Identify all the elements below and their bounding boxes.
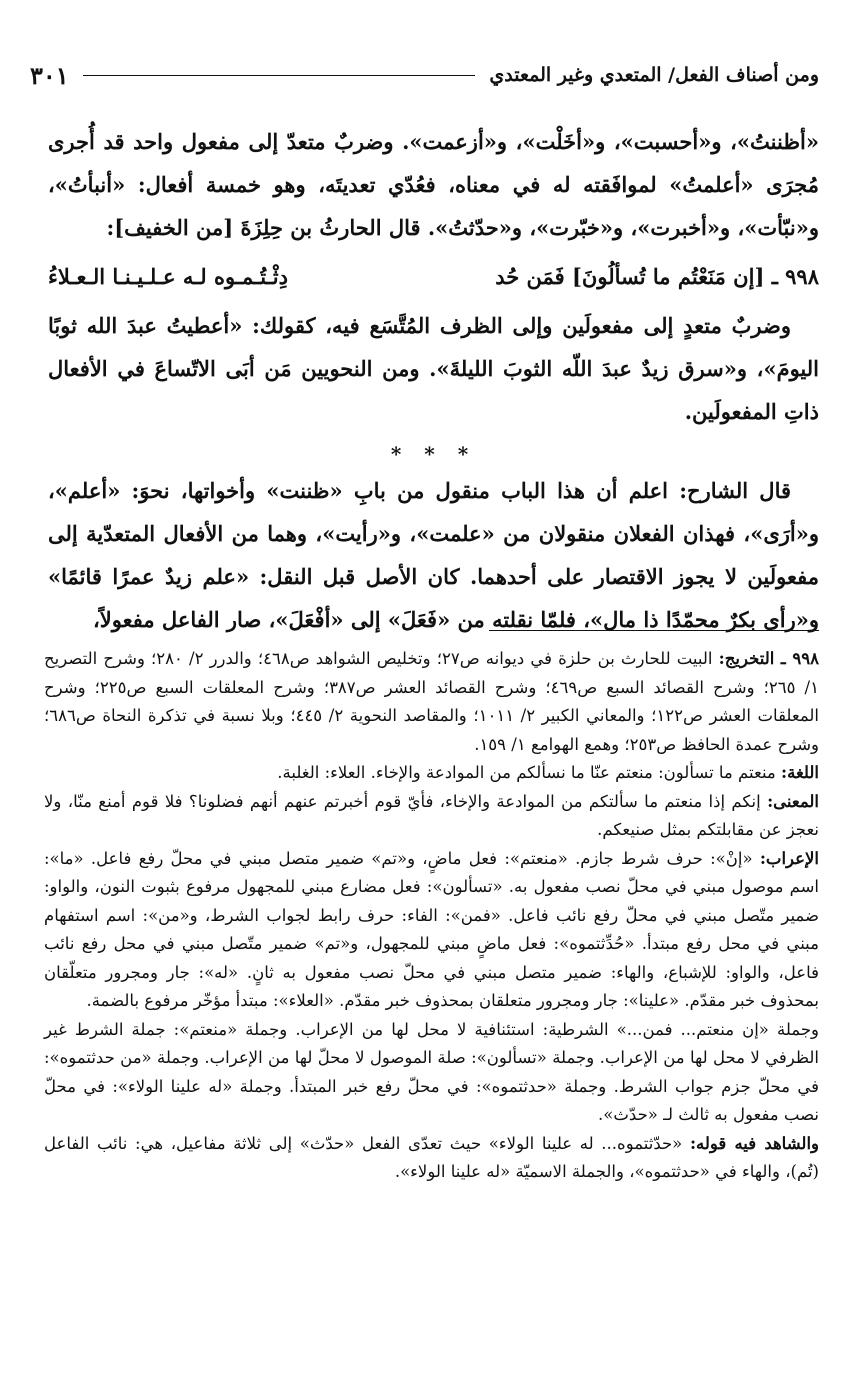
main-text (48, 120, 819, 641)
note-jumal: وجملة «إن منعتم... فمن...» الشرطية: استئنافية لا محل لها من الإعراب. وجملة «منعتم»: جملة الشرط غير الظرفي لا محل لها من الإعراب. وجملة «تسألون»: صلة الموصول لا محلّ لها من الإعراب. وجملة «من حدثتموه»: في محلّ جزم جواب الشرط. وجملة «حدثتموه»: في محلّ رفع خبر المبتدأ. وجملة «له علينا الولاء»: في محلّ نصب مفعول به ثالث لـ «حدّث». (44, 1019, 819, 1124)
section-separator: * * * (390, 442, 477, 466)
note-lugha (44, 759, 819, 788)
note-takhrij (44, 645, 819, 759)
footnotes (44, 645, 819, 1187)
lugha-text: منعتم ما تسألون: منعتم عنّا ما نسألكم من الموادعة والإخاء. العلاء: الغلبة. (277, 763, 776, 782)
shahid-text: «حدّثتموه... له علينا الولاء» حيث تعدّى الفعل «حدّث» إلى ثلاثة مفاعيل، هي: نائب الفاعل (تُم)، والهاء في «حدثتموه»، والجملة الاسميّة «له علينا الولاء». (44, 1133, 819, 1181)
note-shahid (44, 1130, 819, 1187)
verse-first-hemistich: ٩٩٨ ـ [إن مَنَعْتُم ما تُسألُونَ] فَمَن حُد (495, 264, 819, 289)
header-rule (83, 75, 476, 76)
note-irab (44, 845, 819, 1016)
page-number: ٣٠١ (30, 60, 69, 90)
mana-label: المعنى: (767, 791, 819, 811)
verse-998 (48, 255, 819, 298)
paragraph-two-objects: وضربٌ متعدٍ إلى مفعولَين وإلى الظرف المُتَّسَع فيه، كقولك: «أعطيتُ عبدَ الله ثوبًا اليومَ»، و«سرق زيدٌ عبدَ اللّه الثوبَ الليلةَ». ومن النحويين مَن أبَى الاتّساعَ في الأفعال ذاتِ المفعولَين. (48, 313, 819, 424)
commentary-text: اعلم أن هذا الباب منقول من بابِ «ظننت» وأخواتها، نحوَ: «أعلم»، و«أرَى»، فهذان الفعلان منقولان من «علمت»، و«رأيت»، وهما من الأفعال المتعدّية إلى مفعولَين لا يجوز الاقتصار على أحدهما. كان الأصل قبل النقل: «علم زيدٌ عمرًا قائمًا» و«رأى بكرٌ محمّدًا ذا مال»، فلمّا نقلته من «فَعَلَ» إلى «أفْعَلَ»، صار الفاعل مفعولاً، (48, 478, 819, 632)
paragraph-commentary (48, 469, 819, 641)
note-mana (44, 788, 819, 845)
lugha-label: اللغة: (781, 763, 819, 782)
verse-second-hemistich: دِثْـتُـمـوه لـه عـلـيـنـا الـعـلاءُ (48, 264, 288, 289)
irab-text: «إنْ»: حرف شرط جازم. «منعتم»: فعل ماضٍ، و«تم» ضمير متصل مبني في محلّ رفع فاعل. «ما»: اسم موصول مبني في محلّ نصب مفعول به. «تسألون»: فعل مضارع مبني للمجهول مرفوع بثبوت النون، والواو: ضمير متّصل مبني في محلّ رفع نائب فاعل. «فمن»: الفاء: حرف رابط لجواب الشرط، و«من»: اسم استفهام مبني في محل رفع مبتدأ. «حُدِّثتموه»: فعل ماضٍ مبني للمجهول، و«تم» ضمير متّصل مبني في محل رفع نائب فاعل، والواو: للإشباع، والهاء: ضمير متصل مبني في محلّ نصب مفعول به ثانٍ. «له»: جار ومجرور متعلّقان بمحذوف خبر مقدّم. «علينا»: جار ومجرور متعلقان بمحذوف خبر مقدّم. «العلاء»: مبتدأ مؤخّر مرفوع بالضمة. (44, 848, 819, 1010)
mana-text: إنكم إذا منعتم ما سألتكم من الموادعة والإخاء، فأيّ قوم أخبرتم عنهم أنهم فضلونا؟ فلا قوم أمنع منّا، ولا نعجز عن مقابلتكم بمثل صنيعكم. (44, 791, 819, 839)
footnote-rule (489, 630, 819, 631)
page-header (30, 58, 819, 92)
commentary-label: قال الشارح: (679, 478, 792, 503)
running-title: ومن أصناف الفعل/ المتعدي وغير المعتدي (489, 64, 819, 86)
shahid-label: والشاهد فيه قوله: (689, 1133, 820, 1153)
takhrij-text: البيت للحارث بن حلزة في ديوانه ص٢٧؛ وتخليص الشواهد ص٤٦٨؛ والدرر ٢/ ٢٨٠؛ وشرح التصريح ١/ ٢٦٥؛ وشرح القصائد السبع ص٤٦٩؛ وشرح القصائد العشر ص٣٨٧؛ وشرح المعلقات السبع ص٢٢٥؛ وشرح المعلقات العشر ص١٢٢؛ والمعاني الكبير ٢/ ١٠١١؛ والمقاصد النحوية ٢/ ٤٤٥؛ وبلا نسبة في تذكرة النحاة ص٦٨٦؛ وشرح عمدة الحافظ ص٢٥٣؛ وهمع الهوامع ١/ ١٥٩. (44, 649, 819, 754)
irab-label: الإعراب: (759, 848, 819, 868)
paragraph-verbs: «أظننتُ»، و«أحسبت»، و«أخَلْت»، و«أزعمت». وضربٌ متعدّ إلى مفعول واحد قد أُجرى مُجرَى «أعلمتُ» لموافَقته له في معناه، فعُدّي تعديتَه، وهو خمسة أفعال: «أنبأتُ»، و«نبّأت»، و«أخبرت»، و«خبّرت»، و«حدّثتُ». قال الحارثُ بن حِلِزَةَ [من الخفيف]: (48, 129, 819, 240)
takhrij-label: ٩٩٨ ـ التخريج: (718, 649, 819, 668)
